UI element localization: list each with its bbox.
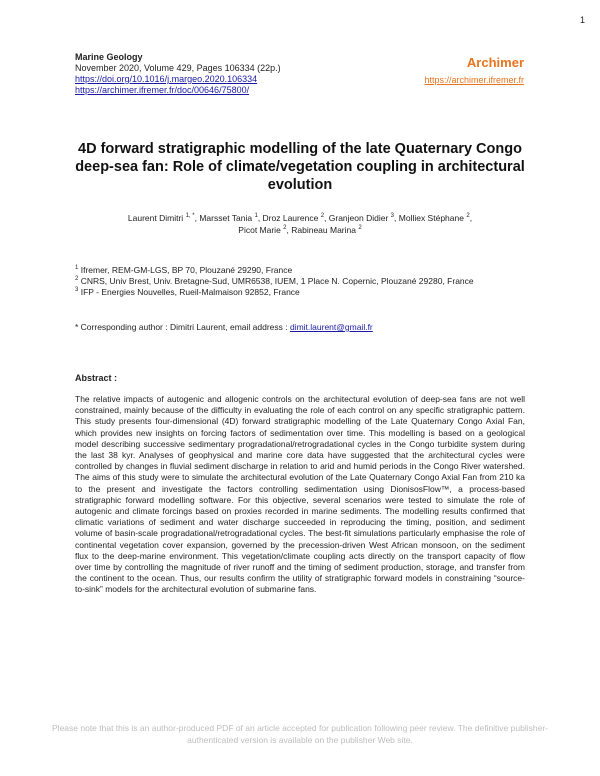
affiliation-3: $^3$ IFP - Energies Nouvelles, Rueil-Malmaison 92852, France <box>75 287 300 297</box>
affiliation-2: $^2$ CNRS, Univ Brest, Univ. Bretagne-Sud, UMR6538, IUEM, 1 Place N. Copernic, Plouzané 29280, France <box>75 276 474 286</box>
journal-name: Marine Geology <box>75 52 143 62</box>
archimer-link[interactable]: https://archimer.ifremer.fr <box>424 75 524 85</box>
author: Granjeon Didier $^3$, <box>328 213 399 223</box>
affiliation-1: $^1$ Ifremer, REM-GM-LGS, BP 70, Plouzané 29290, France <box>75 265 293 275</box>
corresponding-author: * Corresponding author : Dimitri Laurent, email address : dimit.laurent@gmail.fr <box>75 322 373 332</box>
affiliation-list <box>75 265 525 298</box>
author: Rabineau Marina $^2$ <box>291 225 362 235</box>
author: Picot Marie $^2$, <box>238 225 292 235</box>
archive-link[interactable]: https://archimer.ifremer.fr/doc/00646/75800/ <box>75 85 250 95</box>
author: Marsset Tania $^1$, <box>199 213 263 223</box>
journal-info <box>75 52 375 96</box>
archimer-brand: Archimer <box>466 55 524 70</box>
paper-title: 4D forward stratigraphic modelling of the late Quaternary Congo deep-sea fan: Role of climate/vegetation coupling in architectural evolution <box>75 141 525 193</box>
author-list <box>85 212 515 236</box>
page-number: 1 <box>579 15 585 25</box>
author: Laurent Dimitri $^{1, *}$, <box>127 213 200 223</box>
email-link[interactable]: dimit.laurent@gmail.fr <box>289 322 373 332</box>
journal-citation: November 2020, Volume 429, Pages 106334 (22p.) <box>75 63 281 73</box>
archimer-logo <box>424 55 524 88</box>
doi-link[interactable]: https://doi.org/10.1016/j.margeo.2020.106334 <box>75 74 258 84</box>
author: Molliex Stéphane $^2$, <box>398 213 473 223</box>
abstract-body: The relative impacts of autogenic and allogenic controls on the architectural evolution of deep-sea fans are not well constrained, mainly because of the difficulty in evaluating the role of each control on any specific stratigraphic pattern. This study presents four-dimensional (4D) forward stratigraphic modelling of the Late Quaternary Congo Axial Fan, which provides new insights on forcing factors of sedimentation over time. This modelling is based on a geological model describing successive sedimentary progradational/retrogradational cycles in the Congo turbidite system during the last 38 kyr. Analyses of geophysical and marine core data have suggested that the architectural cycles were controlled by changes in fluvial sediment discharge in relation to arid and humid periods in the Congo River watershed. The aims of this study were to simulate the architectural evolution of the Late Quaternary Congo Axial Fan from 210 ka to the present and investigate the factors controlling sedimentation using DionisosFlow™, a process-based stratigraphic forward modelling software. For this objective, several scenarios were tested to simulate the role of autogenic and climate forcings based on proxies recorded in marine sediments. The modelling results confirmed that climatic variations of sediment and water discharge succeeded in reproducing the timing, position, and sediment volume of basin-scale progradational/retrogradational cycles. The best-fit simulations particularly emphasise the role of continental vegetation cover expansion, governed by the precession-driven West African monsoon, on the sediment flux to the deep-marine environment. This vegetation/climate coupling acts directly on the transport capacity of flow over time by controlling the magnitude of river runoff and the timing of sediment production, storage, and transfer from the continent to the ocean. Thus, our results confirm the utility of stratigraphic forward models in constraining “source-to-sink” models for the architectural evolution of submarine fans. <box>75 394 525 595</box>
author: Droz Laurence $^2$, <box>262 213 329 223</box>
abstract-heading: Abstract : <box>75 373 118 383</box>
footer-note: Please note that this is an author-produced PDF of an article accepted for publication following peer review. The definitive publisher-authenticated version is available on the publisher Web site. <box>52 723 548 745</box>
